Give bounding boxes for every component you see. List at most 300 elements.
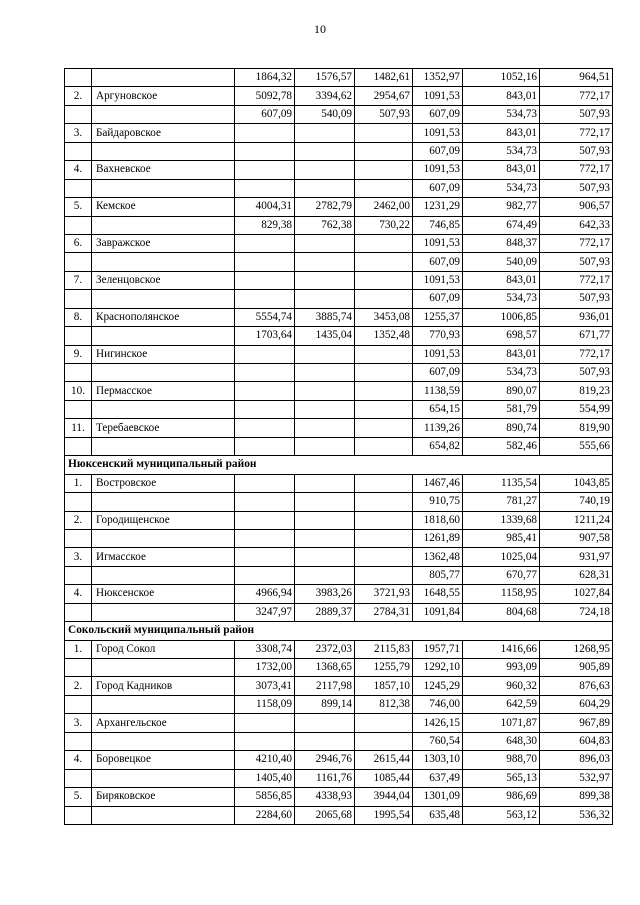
row-number-cell xyxy=(65,659,92,677)
section-header-row xyxy=(65,456,613,474)
value-cell xyxy=(355,529,413,547)
value-cell: 4338,93 xyxy=(295,788,355,806)
value-cell: 607,09 xyxy=(413,105,463,123)
settlement-name-cell: Нюксенское xyxy=(92,585,235,603)
value-cell xyxy=(355,253,413,271)
table-row xyxy=(65,234,613,252)
value-cell: 988,70 xyxy=(463,751,540,769)
value-cell xyxy=(235,364,295,382)
value-cell: 1416,66 xyxy=(463,640,540,658)
value-cell: 507,93 xyxy=(540,105,613,123)
value-cell: 1025,04 xyxy=(463,548,540,566)
value-cell xyxy=(295,234,355,252)
value-cell: 5856,85 xyxy=(235,788,295,806)
value-cell xyxy=(295,179,355,197)
value-cell: 5554,74 xyxy=(235,308,295,326)
settlement-name-cell: Боровецкое xyxy=(92,751,235,769)
settlement-name-cell xyxy=(92,364,235,382)
value-cell: 812,38 xyxy=(355,695,413,713)
table-row xyxy=(65,769,613,787)
value-cell xyxy=(355,493,413,511)
value-cell: 607,09 xyxy=(413,364,463,382)
value-cell: 2946,76 xyxy=(295,751,355,769)
value-cell xyxy=(235,179,295,197)
value-cell: 1231,29 xyxy=(413,198,463,216)
value-cell: 642,33 xyxy=(540,216,613,234)
row-number-cell: 4. xyxy=(65,161,92,179)
row-number-cell xyxy=(65,769,92,787)
value-cell xyxy=(295,345,355,363)
value-cell: 534,73 xyxy=(463,179,540,197)
value-cell: 554,99 xyxy=(540,400,613,418)
value-cell: 1576,57 xyxy=(295,69,355,87)
value-cell: 3247,97 xyxy=(235,603,295,621)
value-cell: 2117,98 xyxy=(295,677,355,695)
value-cell: 555,66 xyxy=(540,437,613,455)
row-number-cell: 3. xyxy=(65,548,92,566)
value-cell: 1052,16 xyxy=(463,69,540,87)
value-cell: 907,58 xyxy=(540,529,613,547)
value-cell: 1043,85 xyxy=(540,474,613,492)
row-number-cell xyxy=(65,603,92,621)
value-cell: 1482,61 xyxy=(355,69,413,87)
table-row xyxy=(65,271,613,289)
value-cell: 1091,53 xyxy=(413,271,463,289)
value-cell xyxy=(295,437,355,455)
value-cell: 772,17 xyxy=(540,345,613,363)
value-cell: 670,77 xyxy=(463,566,540,584)
value-cell xyxy=(295,364,355,382)
value-cell xyxy=(235,732,295,750)
row-number-cell: 2. xyxy=(65,87,92,105)
settlement-name-cell: Город Кадников xyxy=(92,677,235,695)
table-row xyxy=(65,382,613,400)
value-cell xyxy=(235,271,295,289)
value-cell: 1857,10 xyxy=(355,677,413,695)
value-cell: 674,49 xyxy=(463,216,540,234)
settlement-name-cell xyxy=(92,769,235,787)
table-body xyxy=(65,69,613,825)
value-cell: 1135,54 xyxy=(463,474,540,492)
settlement-name-cell: Пермасское xyxy=(92,382,235,400)
value-cell: 746,00 xyxy=(413,695,463,713)
value-cell xyxy=(355,271,413,289)
page-number: 10 xyxy=(314,22,326,36)
value-cell: 534,73 xyxy=(463,142,540,160)
value-cell: 890,74 xyxy=(463,419,540,437)
value-cell xyxy=(235,566,295,584)
value-cell xyxy=(355,400,413,418)
value-cell xyxy=(235,493,295,511)
value-cell: 1995,54 xyxy=(355,806,413,824)
table-row xyxy=(65,345,613,363)
settlement-name-cell: Город Сокол xyxy=(92,640,235,658)
table-row xyxy=(65,364,613,382)
settlement-name-cell: Байдаровское xyxy=(92,124,235,142)
value-cell: 607,09 xyxy=(235,105,295,123)
value-cell: 2782,79 xyxy=(295,198,355,216)
settlement-name-cell xyxy=(92,253,235,271)
table-row xyxy=(65,327,613,345)
value-cell xyxy=(295,529,355,547)
value-cell xyxy=(295,511,355,529)
value-cell: 1818,60 xyxy=(413,511,463,529)
value-cell: 3073,41 xyxy=(235,677,295,695)
settlement-name-cell xyxy=(92,179,235,197)
value-cell: 2115,83 xyxy=(355,640,413,658)
value-cell xyxy=(355,142,413,160)
value-cell: 1139,26 xyxy=(413,419,463,437)
value-cell: 582,46 xyxy=(463,437,540,455)
value-cell: 1339,68 xyxy=(463,511,540,529)
row-number-cell xyxy=(65,732,92,750)
value-cell: 1352,48 xyxy=(355,327,413,345)
value-cell: 1864,32 xyxy=(235,69,295,87)
row-number-cell: 5. xyxy=(65,198,92,216)
settlement-name-cell: Завражское xyxy=(92,234,235,252)
table-row xyxy=(65,474,613,492)
value-cell: 843,01 xyxy=(463,124,540,142)
row-number-cell xyxy=(65,364,92,382)
row-number-cell xyxy=(65,216,92,234)
table-row xyxy=(65,548,613,566)
value-cell: 2615,44 xyxy=(355,751,413,769)
settlement-name-cell: Городищенское xyxy=(92,511,235,529)
value-cell: 628,31 xyxy=(540,566,613,584)
value-cell: 1268,95 xyxy=(540,640,613,658)
value-cell xyxy=(235,714,295,732)
value-cell xyxy=(235,437,295,455)
table-row xyxy=(65,308,613,326)
value-cell: 986,69 xyxy=(463,788,540,806)
table-row xyxy=(65,124,613,142)
settlement-name-cell xyxy=(92,659,235,677)
value-cell: 1648,55 xyxy=(413,585,463,603)
value-cell: 967,89 xyxy=(540,714,613,732)
value-cell: 607,09 xyxy=(413,290,463,308)
value-cell xyxy=(355,161,413,179)
value-cell: 982,77 xyxy=(463,198,540,216)
table-row xyxy=(65,695,613,713)
value-cell: 1352,97 xyxy=(413,69,463,87)
value-cell: 843,01 xyxy=(463,345,540,363)
value-cell: 740,19 xyxy=(540,493,613,511)
value-cell xyxy=(355,566,413,584)
value-cell xyxy=(235,345,295,363)
table-row xyxy=(65,419,613,437)
value-cell: 843,01 xyxy=(463,161,540,179)
value-cell: 772,17 xyxy=(540,234,613,252)
value-cell xyxy=(295,142,355,160)
settlement-name-cell: Игмасское xyxy=(92,548,235,566)
value-cell: 770,93 xyxy=(413,327,463,345)
row-number-cell xyxy=(65,105,92,123)
table-row xyxy=(65,511,613,529)
value-cell: 931,97 xyxy=(540,548,613,566)
section-title: Сокольский муниципальный район xyxy=(65,622,613,640)
value-cell: 1957,71 xyxy=(413,640,463,658)
settlement-name-cell xyxy=(92,105,235,123)
settlement-name-cell xyxy=(92,142,235,160)
value-cell: 581,79 xyxy=(463,400,540,418)
value-cell xyxy=(295,493,355,511)
value-cell xyxy=(235,529,295,547)
value-cell xyxy=(295,382,355,400)
value-cell: 1091,53 xyxy=(413,234,463,252)
value-cell: 1085,44 xyxy=(355,769,413,787)
settlement-name-cell: Аргуновское xyxy=(92,87,235,105)
value-cell: 507,93 xyxy=(355,105,413,123)
value-cell xyxy=(235,382,295,400)
value-cell: 1091,53 xyxy=(413,124,463,142)
settlement-name-cell xyxy=(92,437,235,455)
value-cell xyxy=(355,437,413,455)
row-number-cell: 6. xyxy=(65,234,92,252)
value-cell xyxy=(235,511,295,529)
settlement-name-cell xyxy=(92,327,235,345)
value-cell: 4004,31 xyxy=(235,198,295,216)
value-cell: 993,09 xyxy=(463,659,540,677)
row-number-cell xyxy=(65,327,92,345)
table-row xyxy=(65,161,613,179)
table-row xyxy=(65,603,613,621)
row-number-cell xyxy=(65,179,92,197)
value-cell xyxy=(235,400,295,418)
value-cell: 905,89 xyxy=(540,659,613,677)
value-cell: 964,51 xyxy=(540,69,613,87)
value-cell: 829,38 xyxy=(235,216,295,234)
value-cell: 540,09 xyxy=(295,105,355,123)
table-row xyxy=(65,714,613,732)
value-cell: 843,01 xyxy=(463,271,540,289)
value-cell: 3944,04 xyxy=(355,788,413,806)
row-number-cell xyxy=(65,695,92,713)
value-cell: 507,93 xyxy=(540,253,613,271)
value-cell: 772,17 xyxy=(540,161,613,179)
value-cell: 607,09 xyxy=(413,142,463,160)
value-cell: 507,93 xyxy=(540,142,613,160)
value-cell: 1703,64 xyxy=(235,327,295,345)
table-row xyxy=(65,179,613,197)
table-row xyxy=(65,659,613,677)
table-row xyxy=(65,732,613,750)
value-cell: 936,01 xyxy=(540,308,613,326)
value-cell: 876,63 xyxy=(540,677,613,695)
value-cell: 3308,74 xyxy=(235,640,295,658)
value-cell: 607,09 xyxy=(413,179,463,197)
value-cell: 1255,37 xyxy=(413,308,463,326)
value-cell: 654,82 xyxy=(413,437,463,455)
value-cell xyxy=(235,548,295,566)
value-cell: 772,17 xyxy=(540,124,613,142)
value-cell: 985,41 xyxy=(463,529,540,547)
table-row xyxy=(65,751,613,769)
value-cell xyxy=(235,253,295,271)
value-cell xyxy=(355,234,413,252)
value-cell xyxy=(355,732,413,750)
value-cell: 2372,03 xyxy=(295,640,355,658)
table-row xyxy=(65,253,613,271)
value-cell: 805,77 xyxy=(413,566,463,584)
value-cell: 772,17 xyxy=(540,87,613,105)
row-number-cell: 4. xyxy=(65,751,92,769)
value-cell: 843,01 xyxy=(463,87,540,105)
value-cell xyxy=(295,253,355,271)
value-cell xyxy=(355,179,413,197)
value-cell: 760,54 xyxy=(413,732,463,750)
settlement-name-cell: Теребаевское xyxy=(92,419,235,437)
value-cell: 890,07 xyxy=(463,382,540,400)
table-row xyxy=(65,585,613,603)
value-cell: 604,29 xyxy=(540,695,613,713)
value-cell: 899,38 xyxy=(540,788,613,806)
value-cell: 534,73 xyxy=(463,364,540,382)
row-number-cell xyxy=(65,437,92,455)
row-number-cell: 7. xyxy=(65,271,92,289)
value-cell xyxy=(355,382,413,400)
row-number-cell: 3. xyxy=(65,124,92,142)
value-cell xyxy=(355,345,413,363)
value-cell: 698,57 xyxy=(463,327,540,345)
value-cell: 534,73 xyxy=(463,290,540,308)
value-cell: 540,09 xyxy=(463,253,540,271)
value-cell: 534,73 xyxy=(463,105,540,123)
row-number-cell xyxy=(65,493,92,511)
settlement-name-cell xyxy=(92,732,235,750)
row-number-cell: 3. xyxy=(65,714,92,732)
value-cell xyxy=(235,419,295,437)
row-number-cell: 5. xyxy=(65,788,92,806)
value-cell: 532,97 xyxy=(540,769,613,787)
value-cell xyxy=(355,714,413,732)
value-cell xyxy=(235,124,295,142)
value-cell: 724,18 xyxy=(540,603,613,621)
value-cell: 1426,15 xyxy=(413,714,463,732)
value-cell: 772,17 xyxy=(540,271,613,289)
table-row xyxy=(65,493,613,511)
settlement-name-cell xyxy=(92,400,235,418)
table-row xyxy=(65,400,613,418)
value-cell xyxy=(295,124,355,142)
value-cell: 604,83 xyxy=(540,732,613,750)
value-cell: 1368,65 xyxy=(295,659,355,677)
value-cell: 1091,53 xyxy=(413,87,463,105)
value-cell: 781,27 xyxy=(463,493,540,511)
settlement-name-cell: Нигинское xyxy=(92,345,235,363)
value-cell: 5092,78 xyxy=(235,87,295,105)
value-cell: 648,30 xyxy=(463,732,540,750)
value-cell: 1292,10 xyxy=(413,659,463,677)
value-cell xyxy=(295,732,355,750)
value-cell xyxy=(295,474,355,492)
value-cell: 1161,76 xyxy=(295,769,355,787)
value-cell: 960,32 xyxy=(463,677,540,695)
row-number-cell: 9. xyxy=(65,345,92,363)
row-number-cell xyxy=(65,529,92,547)
value-cell: 819,23 xyxy=(540,382,613,400)
settlement-name-cell xyxy=(92,566,235,584)
value-cell: 4210,40 xyxy=(235,751,295,769)
value-cell: 3885,74 xyxy=(295,308,355,326)
value-cell xyxy=(235,161,295,179)
value-cell xyxy=(295,566,355,584)
value-cell: 563,12 xyxy=(463,806,540,824)
settlement-name-cell xyxy=(92,529,235,547)
value-cell: 3394,62 xyxy=(295,87,355,105)
row-number-cell xyxy=(65,566,92,584)
table-row xyxy=(65,105,613,123)
value-cell: 1732,00 xyxy=(235,659,295,677)
value-cell: 507,93 xyxy=(540,179,613,197)
value-cell xyxy=(235,474,295,492)
value-cell xyxy=(295,548,355,566)
value-cell: 1211,24 xyxy=(540,511,613,529)
value-cell: 1138,59 xyxy=(413,382,463,400)
value-cell: 637,49 xyxy=(413,769,463,787)
row-number-cell xyxy=(65,290,92,308)
settlement-name-cell xyxy=(92,695,235,713)
settlement-name-cell xyxy=(92,806,235,824)
table-row xyxy=(65,198,613,216)
value-cell: 899,14 xyxy=(295,695,355,713)
value-cell: 1301,09 xyxy=(413,788,463,806)
value-cell: 2462,00 xyxy=(355,198,413,216)
value-cell: 1362,48 xyxy=(413,548,463,566)
row-number-cell: 1. xyxy=(65,640,92,658)
settlement-name-cell xyxy=(92,290,235,308)
value-cell: 1091,84 xyxy=(413,603,463,621)
value-cell: 1405,40 xyxy=(235,769,295,787)
value-cell xyxy=(355,290,413,308)
value-cell: 1245,29 xyxy=(413,677,463,695)
row-number-cell xyxy=(65,400,92,418)
value-cell: 1158,09 xyxy=(235,695,295,713)
value-cell: 910,75 xyxy=(413,493,463,511)
settlement-name-cell: Краснополянское xyxy=(92,308,235,326)
value-cell: 2784,31 xyxy=(355,603,413,621)
settlement-name-cell xyxy=(92,69,235,87)
value-cell: 2284,60 xyxy=(235,806,295,824)
value-cell: 1467,46 xyxy=(413,474,463,492)
value-cell: 1261,89 xyxy=(413,529,463,547)
value-cell xyxy=(235,290,295,308)
value-cell: 848,37 xyxy=(463,234,540,252)
row-number-cell: 11. xyxy=(65,419,92,437)
row-number-cell xyxy=(65,253,92,271)
row-number-cell: 1. xyxy=(65,474,92,492)
table-row xyxy=(65,142,613,160)
value-cell: 507,93 xyxy=(540,290,613,308)
table-row xyxy=(65,806,613,824)
value-cell: 635,48 xyxy=(413,806,463,824)
tariff-table xyxy=(64,68,613,825)
value-cell: 536,32 xyxy=(540,806,613,824)
value-cell: 906,57 xyxy=(540,198,613,216)
value-cell: 4966,94 xyxy=(235,585,295,603)
row-number-cell: 2. xyxy=(65,511,92,529)
value-cell xyxy=(235,142,295,160)
table-row xyxy=(65,529,613,547)
settlement-name-cell xyxy=(92,216,235,234)
row-number-cell: 4. xyxy=(65,585,92,603)
table-row xyxy=(65,788,613,806)
settlement-name-cell: Архангельское xyxy=(92,714,235,732)
value-cell xyxy=(235,234,295,252)
value-cell xyxy=(295,400,355,418)
value-cell: 1027,84 xyxy=(540,585,613,603)
value-cell xyxy=(355,511,413,529)
value-cell: 2889,37 xyxy=(295,603,355,621)
